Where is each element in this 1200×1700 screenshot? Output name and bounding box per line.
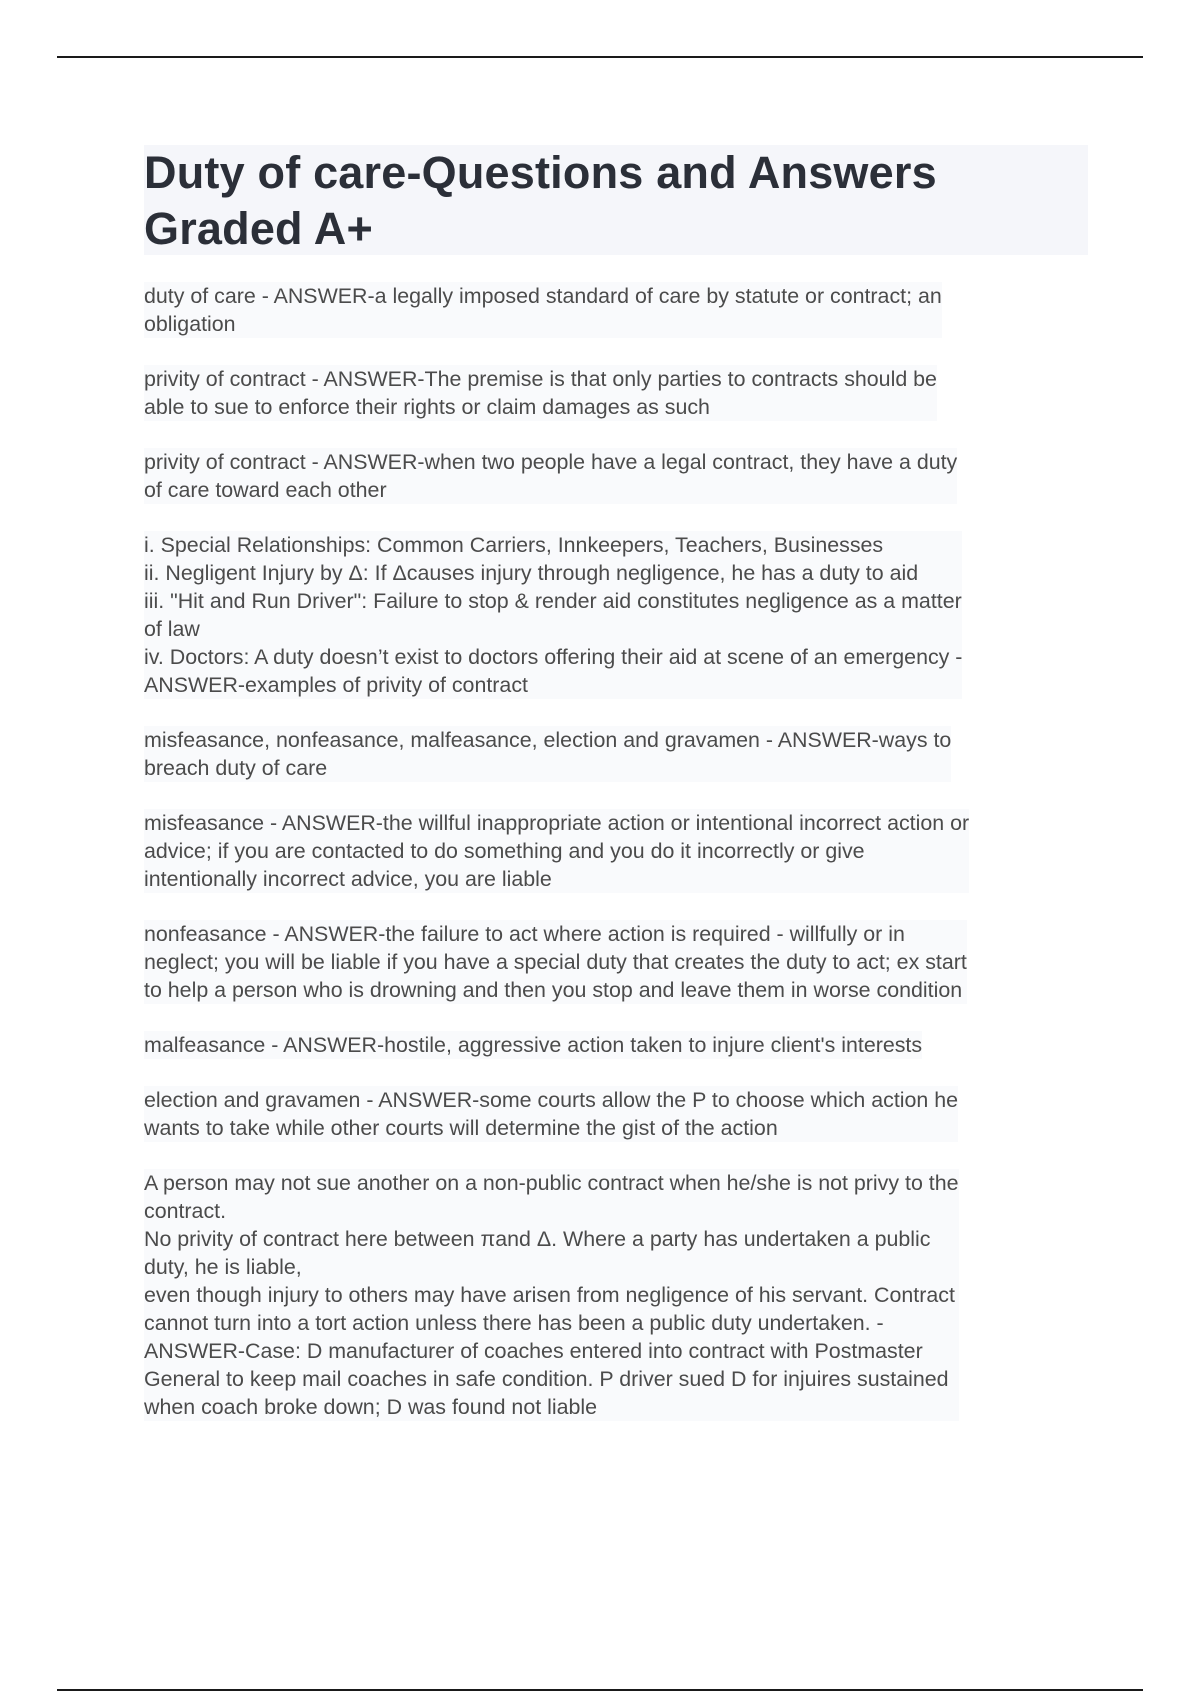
qa-entry (144, 531, 962, 699)
qa-line: of care toward each other (144, 478, 387, 502)
document-title (144, 145, 1088, 257)
qa-line: misfeasance, nonfeasance, malfeasance, election and gravamen - ANSWER-ways to (144, 728, 952, 752)
qa-entry (144, 282, 942, 338)
qa-line: No privity of contract here between πand Δ. Where a party has undertaken a public (144, 1227, 931, 1251)
qa-line: ANSWER-Case: D manufacturer of coaches entered into contract with Postmaster (144, 1339, 923, 1363)
qa-line: ii. Negligent Injury by Δ: If Δcauses injury through negligence, he has a duty to aid (144, 561, 919, 585)
qa-line: privity of contract - ANSWER-when two people have a legal contract, they have a duty (144, 450, 958, 474)
qa-entry (144, 448, 957, 504)
qa-line: General to keep mail coaches in safe condition. P driver sued D for injuires sustained (144, 1367, 949, 1391)
qa-line: malfeasance - ANSWER-hostile, aggressive action taken to injure client's interests (144, 1033, 923, 1057)
qa-line: i. Special Relationships: Common Carriers, Innkeepers, Teachers, Businesses (144, 533, 884, 557)
qa-line: intentionally incorrect advice, you are liable (144, 867, 552, 891)
title-line: Graded A+ (144, 203, 373, 254)
qa-line: of law (144, 617, 200, 641)
qa-line: duty, he is liable, (144, 1255, 302, 1279)
qa-list (144, 282, 1088, 1421)
qa-entry (144, 809, 969, 893)
qa-line: obligation (144, 312, 236, 336)
qa-line: contract. (144, 1199, 227, 1223)
qa-line: iii. "Hit and Run Driver": Failure to stop & render aid constitutes negligence as a matter (144, 589, 962, 613)
qa-line: able to sue to enforce their rights or claim damages as such (144, 395, 710, 419)
qa-entry (144, 1169, 959, 1421)
qa-line: wants to take while other courts will determine the gist of the action (144, 1116, 778, 1140)
qa-entry (144, 1031, 922, 1059)
qa-line: to help a person who is drowning and then you stop and leave them in worse condition (144, 978, 963, 1002)
qa-line: duty of care - ANSWER-a legally imposed standard of care by statute or contract; an (144, 284, 942, 308)
qa-line: advice; if you are contacted to do something and you do it incorrectly or give (144, 839, 865, 863)
qa-line: privity of contract - ANSWER-The premise is that only parties to contracts should be (144, 367, 937, 391)
qa-line: neglect; you will be liable if you have a special duty that creates the duty to act; ex start (144, 950, 967, 974)
title-line: Duty of care-Questions and Answers (144, 147, 937, 198)
qa-entry (144, 726, 951, 782)
qa-line: election and gravamen - ANSWER-some courts allow the P to choose which action he (144, 1088, 959, 1112)
qa-line: when coach broke down; D was found not liable (144, 1395, 598, 1419)
qa-line: A person may not sue another on a non-public contract when he/she is not privy to the (144, 1171, 959, 1195)
qa-line: cannot turn into a tort action unless there has been a public duty undertaken. - (144, 1311, 884, 1335)
qa-entry (144, 1086, 958, 1142)
document-body (144, 145, 1088, 1448)
qa-line: breach duty of care (144, 756, 328, 780)
qa-entry (144, 365, 937, 421)
footer-rule (57, 1689, 1143, 1691)
qa-line: iv. Doctors: A duty doesn’t exist to doctors offering their aid at scene of an emergency - (144, 645, 963, 669)
title-block (144, 145, 1088, 255)
qa-entry (144, 920, 967, 1004)
header-rule (57, 56, 1143, 58)
qa-line: nonfeasance - ANSWER-the failure to act where action is required - willfully or in (144, 922, 905, 946)
qa-line: misfeasance - ANSWER-the willful inappropriate action or intentional incorrect action or (144, 811, 970, 835)
qa-line: even though injury to others may have arisen from negligence of his servant. Contract (144, 1283, 955, 1307)
qa-line: ANSWER-examples of privity of contract (144, 673, 528, 697)
